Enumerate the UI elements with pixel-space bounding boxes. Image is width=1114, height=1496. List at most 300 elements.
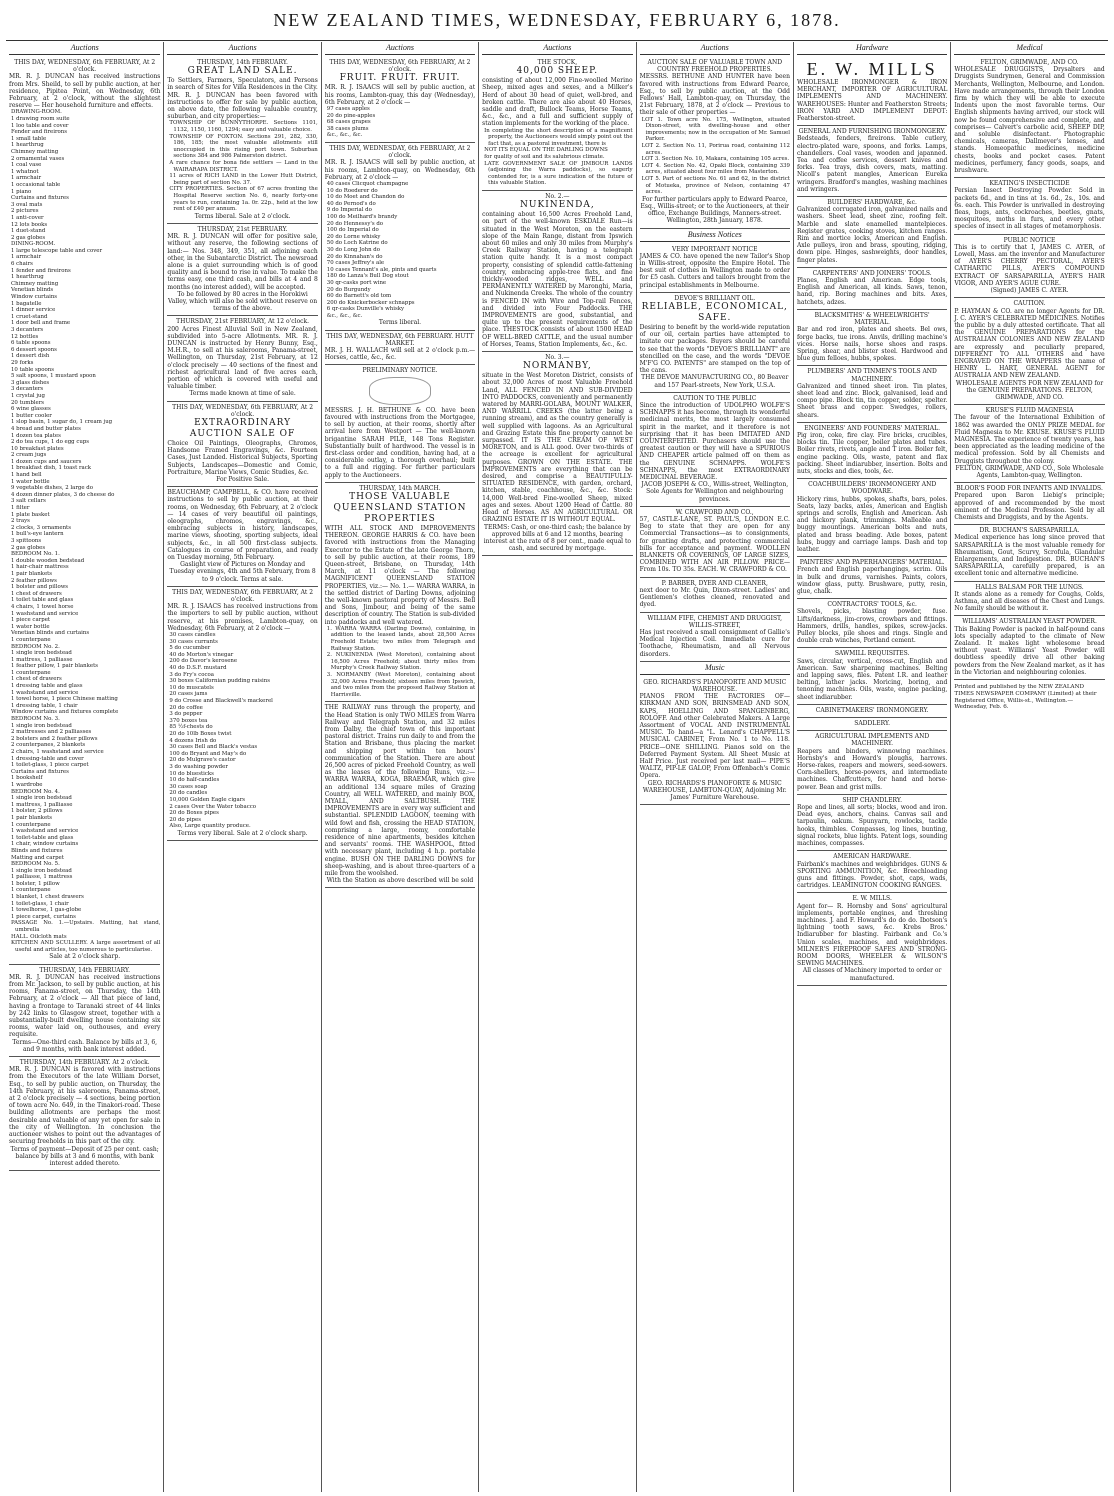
ad-list-item: 6 dessert spoons <box>11 346 57 353</box>
advertisement <box>954 57 1104 178</box>
ad-list-item: 1 double wooden bedstead <box>11 557 85 564</box>
ad-body: MR. R. J. DUNCAN is favored with instructions from the Executors of the late William Dorset, Esq., to sell by public auction, on Thursday, the 14th February, at his salerooms, Panama-street, at 2 o'clock precisely — 4 sections, being portion of town acre No. 649, in the Tinakori-road. These building allotments are perhaps the most desirable and valuable of any yet open for sale in the city of Wellington. In conclusion the auctioneer wishes to point out the advantages of securing freeholds in this part of the city. <box>9 1066 161 1146</box>
ad-title: PAINTERS' AND PAPERHANGERS' MATERIAL. <box>799 559 945 567</box>
ad-body: Bedsteads, fenders, fireirons. Table cutlery, electro-plated ware, spoons, and forks. Lamps, chandeliers. Coal vases, wooden and japanned. Tea and coffee services, dessert knives and forks. Tea trays, dish covers, mats, matting. Nicoll's patent mangles, American Eureka wringers. Bradford's mangles, washing machines and wringers. <box>796 135 948 193</box>
ad-list-item: 1 hand bell <box>11 472 42 479</box>
ad-list-item: 3 do pepper <box>169 711 203 718</box>
ad-list-item: 12 bottles <box>11 333 39 340</box>
ad-list-item: BEDROOM No. 4. <box>11 788 60 795</box>
ad-list-item: 200 do Davor's kerosene <box>169 658 238 665</box>
advertisement <box>954 483 1104 525</box>
ad-list-item: 20 do Burgundy <box>326 286 371 293</box>
ad-list-item: 3 glass dishes <box>11 379 50 386</box>
advertisement <box>9 57 160 965</box>
ad-title: THURSDAY, 14th FEBRUARY. <box>197 59 288 66</box>
ad-list-item: 40 do Morton's vinegar <box>169 651 234 658</box>
ad-list-item: 1 toilet table and glass <box>11 597 74 604</box>
ad-list-item: LOT 4. Section No. 42, Opaki Block, containing 339 acres, situated about four miles from Masterton. <box>641 162 790 176</box>
page-column <box>321 42 478 1492</box>
advertisement <box>167 57 317 224</box>
ad-list-item: 20 do pipes <box>169 816 201 823</box>
ad-body: Galvanized corrugated iron, galvanized nails and washers. Sheet lead, sheet zinc, roofing felt. Marble and slate enamelled mantelpieces. Register grates, cooking stoves, kitchen ranges. Rim and mortice locks, American and English. Axle pulleys, iron and brass, spouting, ridging, down pipe. Hinges, sashweights, door handles, finger plates. <box>796 206 948 264</box>
masthead-title: NEW ZEALAND TIMES, WEDNESDAY, FEBRUARY 6, 1878. <box>273 10 841 30</box>
ad-body: Choice Oil Paintings, Oleographs, Chromos, Handsome Framed Engravings, &c. Fourteen Cases, Just Landed. Historical Subjects, Sporting Subjects, Landscapes—Domestic and Comic, Portraiture, Marine Views, Comic Studies, &c. <box>167 440 318 476</box>
ad-list-item: 1 crystal jug <box>11 392 45 399</box>
ad-title: KRUSE'S FLUID MAGNESIA <box>985 407 1074 415</box>
ship-illustration <box>369 377 431 405</box>
ad-body: THE RAILWAY runs through the property, and the Head Station is only TWO MILES from Warra Railway and Telegraph Station, and 32 miles from Dalby, the chief town of this important pastoral district. Trains run daily to and from the Station and Brisbane, thus placing the market and shipping port within ten hours' communication of the Station. There are about 26,500 acres of picked Freehold Country, as well as the leases of the following Runs, viz.:— WARRA WARRA, KOGA, BRAEMAR, which give an additional 134 square miles of Grazing Country, all WELL WATERED, and mainly BOX, MYALL, AND SALTBUSH. THE IMPROVEMENTS are in every way sufficient and substantial. SPLENDID LAGOON, teeming with wild fowl and fish, crossing the HEAD STATION, comprising a large, roomy, comfortable residence of nine apartments, besides kitchen and servants' rooms. THE WASHPOOL, fitted with necessary plant, including 4 h.p. portable engine. BUSH ON THE DARLING DOWNS for sheep-washing, and is about three-quarters of a mile from the woolshed. <box>324 704 476 877</box>
ad-list-item: 3 decanters <box>11 386 44 393</box>
ad-list-item: 9 do Imperial do <box>326 207 372 214</box>
ad-list-item: 180 do Lanza's Bull Dog stout <box>326 273 409 280</box>
ad-list-item: 1 piano <box>11 188 32 195</box>
ad-title: THURSDAY, 14th MARCH. <box>359 484 441 492</box>
ad-title: THIS DAY, WEDNESDAY, 6th FEBRUARY, At 2 o'clock. <box>172 588 314 604</box>
ad-list-item: 1 counterpane <box>11 887 51 894</box>
advertisement <box>640 507 790 578</box>
ad-title: THIS DAY, WEDNESDAY, 6th FEBRUARY. HUTT MARKET. <box>326 332 474 347</box>
ad-list-item: Fender and fireirons <box>11 129 68 136</box>
ad-list-item: Venetian blinds and curtains <box>11 630 90 637</box>
ad-title: HALLS BALSAM FOR THE LUNGS. <box>975 583 1084 591</box>
printer-imprint: Printed and published by the NEW ZEALAND TIMES NEWSPAPER COMPANY (Limited) at their Registered Office, Willis-st., Wellington.—Wednesday, Feb. 6. <box>954 684 1097 711</box>
ad-list-item: Chimney matting <box>11 280 59 287</box>
masthead-rule <box>6 40 1108 41</box>
ad-list-item: 2 counterpanes, 2 blankets <box>11 742 86 749</box>
ad-list-item: 20 do Mulgrave's castor <box>169 757 236 764</box>
ad-title: PUBLIC NOTICE <box>1003 236 1056 244</box>
ad-list-item: Venetian blinds <box>11 287 54 294</box>
ad-list-item: 2 mattresses and 2 palliasses <box>11 729 92 736</box>
ad-list-item: DRAWING-ROOM. <box>11 109 62 116</box>
advertisement <box>325 57 475 143</box>
advertisement <box>167 402 317 488</box>
ad-title: THURSDAY, 14th FEBRUARY. <box>39 966 131 974</box>
ad-list-item: &c., &c., &c. <box>326 132 363 139</box>
ad-list-item: 85 ½f-chests do <box>169 724 213 731</box>
ad-body: The favour of the International Exhibition of 1862 was awarded the ONLY PRIZE MEDAL for Fluid Magnesia to Mr. KRUSE. KRUSE'S FLUID MAGNESIA. The experience of twenty years, has been appreciated as the leading medicine of the medical profession. Sold by all Chemists and Druggists throughout the colony. <box>954 414 1105 465</box>
columns-container <box>6 42 1108 1492</box>
advertisement <box>797 310 947 366</box>
ad-body: MR. R. J. ISAACS will sell by public auction, at his rooms, Lambton-quay, on Wednesday, 6th February, at 2 o'clock — <box>324 159 476 181</box>
ad-list-item: 6 qr-casks Dunville's whisky <box>326 306 405 313</box>
ad-body: Shovels, picks, blasting powder, fuse. Lifts/darkness, jim-crows, crowbars and fittings. Hammers, drills, handles, spikes, screw-jacks. Pulley blocks, pile shoes and rings. Single and double crab winches, Portland cement. <box>796 608 948 645</box>
ad-list-item: 1 water bottle <box>11 623 50 630</box>
ad-list-item: 1. WARRA WARRA (Darling Downs), containing, in addition to the leased lands, about 28,500 Acres Freehold Estate; two miles from Telegraph and Railway Station. <box>326 625 476 652</box>
ad-body: JAMES & CO. have opened the new Tailor's Shop in Willis-street, opposite the Empire Hotel. The best suit of clothes in Wellington made to order for £5 cash. Cutters and tailors brought from the principal establishments in Melbourne. <box>639 252 790 289</box>
ad-list-item: 100 do Imperial do <box>326 227 379 234</box>
ad-list-item: BEDROOM No. 2. <box>11 643 60 650</box>
ad-list-item: 1 palliasse, 1 mattress <box>11 874 73 881</box>
ad-title: BLOOR'S FOOD FOR INFANTS AND INVALIDS. <box>956 485 1103 493</box>
ad-list-item: 1 chair, window curtains <box>11 841 79 848</box>
ad-list-item: 1 pair blankets <box>11 570 53 577</box>
ad-title: FELTON, GRIMWADE, AND CO. <box>980 59 1079 66</box>
ad-list-item: 1 occasional table <box>11 181 61 188</box>
ad-body: WITH ALL STOCK AND IMPROVEMENTS THEREON. GEORGE HARRIS & CO. have been favored with instructions from the Managing Executor to the Estate of the late George Thorn, to sell by public auction, at their rooms, 189 Queen-street, Brisbane, on Thursday, 14th March, at 11 o'clock — The following MAGNIFICENT QUEENSLAND STATION PROPERTIES, viz.:— No. 1.— WARRA WARRA, in the settled district of Darling Downs, adjoining the well-known pastoral property of Messrs. Bell and Sons, Jimbour, and being of the same description of country. The Station is sub-divided into paddocks and well watered. <box>324 524 476 626</box>
ad-title: E. W. MILLS. <box>852 895 892 903</box>
ad-title: BLACKSMITHS' & WHEELWRIGHTS' MATERIAL. <box>814 311 930 327</box>
ad-list-item: Matting and carpet <box>11 854 64 861</box>
ad-footer: With the Station as above described will be sold <box>326 877 474 885</box>
advertisement <box>640 244 790 293</box>
advertisement <box>482 191 632 352</box>
advertisement <box>325 143 475 331</box>
ad-list-item: 6 chairs <box>11 261 33 268</box>
ad-list-item: 38 cases plums <box>326 125 369 132</box>
ad-title: AUCTION SALE OF VALUABLE TOWN AND COUNTRY FREEHOLD PROPERTIES. <box>647 59 783 74</box>
ad-list-item: 1 fender and fireirons <box>11 267 71 274</box>
ad-title: No. 3.— <box>545 354 570 362</box>
ad-list-item: BEDROOM No. 3. <box>11 716 60 723</box>
advertisement <box>954 298 1104 405</box>
ad-list-item: 10 table spoons <box>11 366 54 373</box>
ad-list-item: 1 bull's-eye lantern <box>11 531 64 538</box>
ad-list-item: 2 do tea cups, 1 do egg cups <box>11 439 90 446</box>
ad-list-item: In completing the short description of a magnificent property, the Auctioneers would simply point out the fact that, as a pastoral investment, there is <box>484 127 633 147</box>
ad-list-item: 1 piece carpet <box>11 617 51 624</box>
ad-list-item: 1 dozen cups and saucers <box>11 458 82 465</box>
ad-title: CAUTION. <box>1013 300 1046 308</box>
ad-list-item: 2 cream jugs <box>11 452 47 459</box>
ad-list-item: 1 counterpane <box>11 821 51 828</box>
ad-title: COACHBUILDERS' IRONMONGERY AND WOODWARE. <box>808 481 937 496</box>
column-heading: Auctions <box>9 42 160 55</box>
ad-body: French and English paperhangings, scrim. Oils in bulk and drums, varnishes. Paints, colors, window glass, putty. Brushware, putty, resin, glue, chalk. <box>796 566 948 595</box>
ad-title: DR. BUCHAN'S SARSAPARILLA. <box>979 527 1080 535</box>
ad-list-item: 1 breakfast dish, 1 toast rack <box>11 465 92 472</box>
advertisement <box>482 57 632 191</box>
ad-list-item: 1 cruet-stand <box>11 313 48 320</box>
ad-list-item: 1 feather pillow, 1 pair blankets <box>11 663 99 670</box>
ad-headline: 40,000 SHEEP. <box>516 66 599 77</box>
ad-list-item: 1 hearthrug <box>11 274 44 281</box>
ad-body: MR. R. J. DUNCAN will offer for positive sale, without any reserve, the following sections of land:— Nos. 348, 349, 351, all adjoining each other, in the Subantarctic District. The newsroad alone is a quiet surrounding which is of good quality and is bound to rise in value. To make the terms easy, one third cash, and bills at 4 and 8 months (no interest added), will be accepted. <box>167 233 318 291</box>
ad-title: CARPENTERS' AND JOINERS' TOOLS. <box>812 269 932 277</box>
ad-body: consisting of about 12,000 Fine-woolled Merino Sheep, mixed ages and sexes, and a Milker's Herd of about 30 head of quiet, well-bred, and broken cattle. There are also about 40 Horses, saddle and draft, Bullock Teams, Horse Teams, &c., &c., and a full and sufficient supply of station implements for the working of the place. <box>482 77 633 128</box>
ad-list-item: 2 trays <box>11 518 30 525</box>
ad-list-item: 1 chest of drawers <box>11 590 62 597</box>
ad-list-item: 1 large telescope table and cover <box>11 247 103 254</box>
ad-list-item: TOWNSHIP OF FOXTON. Sections 291, 282, 330, 186, 185; the most valuable allotments still unoccupied in this rising port town. Suburban sections 384 and 986 Palmerston district. <box>169 133 318 160</box>
ad-list-item: 30 cases currants <box>169 638 218 645</box>
advertisement <box>954 235 1104 299</box>
ad-list-item: TOWNSHIP OF BUNNYTHORPE. Sections 1101, 1132, 1150, 1160, 1294; easy and valuable choice. <box>169 120 318 134</box>
ad-footer: FELTON, GRIMWADE, AND CO., Sole Wholesale Agents, Lambton-quay, Wellington. <box>955 464 1104 479</box>
ad-list-item: 2 ornamental vases <box>11 155 65 162</box>
ad-title: WILLIAM FIFE, CHEMIST AND DRUGGIST, WILLIS-STREET, <box>647 614 783 629</box>
ad-body: Prepared upon Baron Liebig's principle; approved of and recommended by the most eminent of the Medical Profession. Sold by all Chemists and Druggists, and by the Agents. <box>954 492 1105 521</box>
ad-list-item: 20 do pine-apples <box>326 112 376 119</box>
ad-list-item: 1 drawing room suite <box>11 116 70 123</box>
ad-list-item: Window curtains <box>11 294 58 301</box>
ad-list-item: 1 toilet-table and glass <box>11 834 74 841</box>
ad-list-item: 1 anti-cover <box>11 214 44 221</box>
ad-title: W. CRAWFORD AND CO., <box>675 508 754 516</box>
ad-list-item: 10 breakfast plates <box>11 445 64 452</box>
ad-list-item: 1 single iron bedstead <box>11 722 72 729</box>
ad-list-item: Chimney matting <box>11 148 59 155</box>
advertisement <box>954 525 1104 581</box>
ad-list-item: 1 blanket, 1 chest drawers <box>11 894 84 901</box>
ad-body: 57, CASTLE-LANE, ST. PAUL'S, LONDON E.C. Beg to state that they are open for any Commercial Transactions—as to consignments, for granting drafts, and protecting commercial bills for acceptance and payment. WOOLLEN BLANKETS OR COVERINGS, OF LARGE SIZES, COMBINED WITH AN AIR PILLOW. PRICE—From 10s. TO 35s. EACH. W. CRAWFORD & CO. <box>639 516 790 574</box>
page-column <box>163 42 320 1492</box>
ad-body: MR. R. J. DUNCAN has received instructions from Mrs. Sheild, to sell by public auction, at her residence, Pipitea Point, on Wednesday, 6th February, at 2 o'clock, without the slightest reserve — Her household furniture and effects. <box>9 73 161 110</box>
ad-list-item: 2 clocks, 3 ornaments <box>11 524 71 531</box>
ad-list-item: 1 water bottle <box>11 478 50 485</box>
ad-list-item: HALL. Oilcloth mats <box>11 933 67 940</box>
advertisement <box>797 126 947 197</box>
ad-footer: JACOB JOSEPH & CO., Willis-street, Wellington, Sole Agents for Wellington and neighbouring provinces. <box>641 481 789 503</box>
ad-headline: GREAT LAND SALE. <box>187 66 298 77</box>
advertisement <box>640 393 790 507</box>
ad-list-item: 97 cases apples <box>326 106 370 113</box>
ad-headline: THOSE VALUABLE QUEENSLAND STATION PROPERTIES <box>333 491 467 524</box>
ad-list-item: &c., &c., &c. <box>326 312 363 319</box>
advertisement <box>797 648 947 704</box>
ad-body: WHOLESALE DRUGGISTS, Drysalters and Druggists Sundrymen, General and Commission Merchants, Wellington, Melbourne, and London. Have made arrangements, through their London firm by which they will be able to execute Indents upon the most favorable terms. Our English shipments having arrived, our stock will now be found comprehensive and complete, and comprises— Calvert's carbolic acid, SHEEP DIP, and soluble disinfectant. Photographic chemicals, cameras, Dallmeyer's lenses, and stands. Homeopathic medicines, medicine chests, books and pocket cases. Patent medicines, perfumery, fancy goods, soaps, and brushware. <box>954 66 1105 175</box>
advertisement <box>797 731 947 795</box>
ad-body: MESSRS. BETHUNE AND HUNTER have been favored with instructions from Edward Pearce, Esq., to sell by public auction, at the Odd Fellows' Hall, Lambton-quay, on Thursday, the 21st February, 1878, at 2 o'clock — Previous to their sale of other properties — <box>639 73 790 117</box>
ad-list-item: 20 do candles <box>169 790 208 797</box>
ad-list-item: 1 armchair <box>11 175 42 182</box>
ad-list-item: 1 bagatelle <box>11 300 42 307</box>
ad-footer: WHOLESALE AGENTS FOR NEW ZEALAND for the GENUINE PREPARATIONS. FELTON, GRIMWADE, AND CO. <box>955 379 1104 401</box>
ad-list-item: 6 table spoons <box>11 340 51 347</box>
ad-headline: EXTRAORDINARY AUCTION SALE OF <box>189 418 296 440</box>
ad-body: Hickory rims, hubbs, spokes, shafts, bars, poles. Seats, lazy backs, axles, American and English springs and scrolls, English and American. Ash and hickory plank, trimmings. Malleable and buggy mountings. American bolts and nuts, plated and brass beading. Axle boxes, patent hubs, buggy and carriage lamps. Dash and top leather. <box>796 495 948 553</box>
column-heading: Medical <box>954 42 1104 55</box>
ad-title: SAWMILL REQUISITES. <box>834 650 910 658</box>
ad-list-item: LOT 1. Town acre No. 175, Wellington, situated Dixon-street, with dwelling-house and other improvements; now in the occupation of Mr. Samuel Parker. <box>641 116 790 143</box>
ad-list-item: 1 bookshelf <box>11 775 43 782</box>
ad-list-item: 20 do Hennessy's do <box>326 220 384 227</box>
ad-list-item: 1 towel horse, 1 piece Chinese matting <box>11 696 118 703</box>
ad-list-item: 30 boxes Californian pudding raisins <box>169 678 270 685</box>
ad-list-item: 1 butter cooler <box>11 412 52 419</box>
ad-list-item: PASSAGE No. 1.—Upstairs. Matting, hat stand, umbrella <box>11 920 161 934</box>
ad-list-item: 10,000 Golden Eagle cigars <box>169 796 246 803</box>
ad-list-item: 20 do Lorne whisky <box>326 233 381 240</box>
ad-title: GENERAL AND FURNISHING IRONMONGERY. <box>798 128 946 136</box>
column-heading: Auctions <box>640 42 790 55</box>
ad-list-item: 4 dozens Irish do <box>169 737 217 744</box>
ad-list-item: Curtains and fixtures <box>11 195 69 202</box>
ad-list-item: KITCHEN AND SCULLERY. A large assortment of all useful and articles, too numerous to particularise. <box>11 940 161 953</box>
advertisement <box>797 557 947 599</box>
ad-list-item: 4 chairs, 1 towel horse <box>11 603 74 610</box>
ad-title: No. 2.— <box>545 192 570 200</box>
ad-title: AGRICULTURAL IMPLEMENTS AND MACHINERY. <box>815 733 930 748</box>
ad-body: Bar and rod iron, plates and sheets. Bel ows, forge backs, tue irons. Anvils, drilling machine's vices. Horse nails, horse shoes and rasps. Spring, shear, and blister steel. Hardwood and blue gum felloes, hubbs, spokes. <box>796 326 948 363</box>
advertisement <box>797 795 947 851</box>
ad-list-item: 1 pair blankets <box>11 814 53 821</box>
advertisement <box>797 599 947 648</box>
ad-list-item: 20 cases jams <box>169 691 208 698</box>
ad-list-item: Blinds and fixtures <box>11 847 63 854</box>
ad-list-item: LATE GOVERNMENT SALE OF JIMBOUR LANDS (adjoining the Warra paddocks), so eagerly contended for, is a sure indication of the future of this valuable Station. <box>484 160 633 187</box>
ad-list-item: 1 bolster, 2 pillows <box>11 808 63 815</box>
ad-body: P. HAYMAN & CO. are no longer Agents for DR. J. C. AYER'S CELEBRATED MEDICINES. Notifies the public by a duly attested certificate. That all the GENUINE PREPARATIONS for the AUSTRALIAN COLONIES AND NEW ZEALAND are expressly and peculiarly prepared, DIFFERENT TO ALL OTHERS and have ENGRAVED ON THE WRAPPERS the name of HENRY L. HART, GENERAL AGENT for AUSTRALIA AND NEW ZEALAND. <box>954 307 1105 380</box>
ad-list-item: 1 dessert dish <box>11 353 50 360</box>
ad-title: ENGINEERS' AND FOUNDERS' MATERIAL. <box>804 424 940 432</box>
advertisement <box>167 224 317 316</box>
advertisement <box>797 57 947 126</box>
ad-list-item: 10 do Moet and Chandon do <box>326 194 405 201</box>
ad-list-item: 3 salt cellars <box>11 498 46 505</box>
ad-list-item: Window curtains and fixtures complete <box>11 709 119 716</box>
ad-footer: Terms—One-third cash. Balance by bills at 3, 6, and 9 months, with bank interest added. <box>12 1038 158 1053</box>
ad-list-item: 100 do Bryant and May's do <box>169 750 247 757</box>
ad-body: MR. R. J. ISAACS has received instructions from the importers to sell by public auction, without reserve, at his premises, Lambton-quay, on Wednesday, 6th February, at 2 o'clock — <box>167 603 318 632</box>
ad-list-item: 50 do Loch Katrine do <box>326 240 388 247</box>
ad-list-item: DINING-ROOM. <box>11 241 56 248</box>
ad-list-item: 30 cases Bell and Black's vestas <box>169 744 258 751</box>
ad-footer: Terms very liberal. Sale at 2 o'clock sharp. <box>177 829 308 837</box>
ad-list-item: 2 gas globes <box>11 234 46 241</box>
ad-footer: For further particulars apply to Edward Pearce, Esq., Willis-street; or to the Auctioneers, at their office, Exchange Buildings, Manners-street. Wellington, 28th January, 1878. <box>640 195 789 225</box>
ad-title: THURSDAY, 21st FEBRUARY. <box>197 225 288 233</box>
ad-list-item: 10 cases Tennant's ale, pints and quarts <box>326 266 437 273</box>
ad-list-item: 40 do Pernod's do <box>326 200 376 207</box>
ad-list-item: 60 do Barnett's old tom <box>326 293 392 300</box>
ad-body: To Settlers, Farmers, Speculators, and Persons in search of Sites for Villa Residences in the City. MR. R. J. DUNCAN has been favored with instructions to offer for sale by public auction, on above date, the following valuable country, suburban, and city properties:— <box>167 77 318 121</box>
section-heading: Music <box>640 662 790 675</box>
ad-footer: For Positive Sale. <box>216 476 270 484</box>
ad-list-item: 2 chairs, 1 washstand and service <box>11 749 104 756</box>
page-column <box>478 42 635 1492</box>
column-heading: Hardware <box>797 42 947 55</box>
ad-headline: RELIABLE, ECONOMICAL, SAFE. <box>641 301 788 323</box>
advertisement <box>954 405 1104 483</box>
ad-headline: NUKINENDA, <box>520 200 595 211</box>
ad-list-item: 11 acres of RICH LAND in the Lower Hutt District, being part of section No. 37. <box>169 173 318 186</box>
section-heading: Business Notices <box>640 229 790 242</box>
ad-list-item: A rare chance for bona fide settlers — Land in the WAIRARAPA DISTRICT. <box>169 159 318 173</box>
ad-list-item: 4 bread and butter plates <box>11 425 81 432</box>
advertisement <box>797 893 947 985</box>
ad-title: THE STOCK, <box>537 59 578 66</box>
ad-body: Desiring to benefit by the world-wide reputation of our oil, certain parties have attempted to imitate our packages. Buyers should be careful to see that the words "DEVOE'S BRILLIANT" are stencilled on the case, and the words "DEVOE M'F'G CO. PATENTS" are stamped on the top of the cans. <box>639 323 790 375</box>
ad-list-item: 2 feather pillows <box>11 577 57 584</box>
ad-body: MR. R. J. ISAACS will sell by public auction, at his rooms, Lambton-quay, this day (Wednesday), 6th February, at 2 o'clock — <box>324 84 476 106</box>
ad-list-item: NOT ITS EQUAL ON THE DARLING DOWNS <box>484 147 608 154</box>
ad-body: Pig iron, coke, fire clay. Fire bricks, crucibles, blocks tin. Tile copper, boiler plates and tubes. Boiler rivets, rivets, angle and T iron. Boiler felt, engine packing. Oils, waste, patent and flax packing. Sheet indiarubber, insertion. Bolts and nuts, stocks and dies, tools, &c. <box>796 431 948 475</box>
ad-list-item: 4 dozen dinner plates, 3 do cheese do <box>11 491 115 498</box>
ad-body: PIANOS FROM THE FACTORIES OF— KIRKMAN AND SON, BRINSMEAD AND SON, KAPS, HOELLING AND SPANGENBERG, ROLOFF. And other Celebrated Makers. A Large Assortment of VOCAL AND INSTRUMENTAL MUSIC. To hand—a "L. Lenard's CHAPPELL'S MUSICAL CABINET, From No. 1 to No. 118. PRICE—ONE SHILLING. Pianos sold on the Deferred Payment System. All Sheet Music at Half Price. Just received per last mail— PIPE'S WALTZ, PIP-LE GALOP, From Offenbach's Comic Opera. <box>639 693 790 780</box>
advertisement <box>797 423 947 479</box>
advertisement <box>797 366 947 422</box>
ad-list-item: Also, Large quantity produce. <box>169 823 251 830</box>
ad-list-item: 30 cases candles <box>169 632 216 639</box>
advertisement <box>640 677 790 805</box>
ad-title: SHIP CHANDLERY. <box>842 796 902 804</box>
ad-footer: Gaslight view of Pictures on Monday and Tuesday evenings, 4th and 5th February, from 8 to 9 o'clock. Terms at sale. <box>169 561 316 583</box>
ad-list-item: 9 vegetable dishes, 2 large do <box>11 485 93 492</box>
ad-list-item: 2 cases Over the Water tobacco <box>169 803 256 810</box>
ad-list-item: 370 boxes tea <box>169 717 208 724</box>
ad-list-item: 1 dressing table and glass <box>11 683 83 690</box>
advertisement <box>954 582 1104 617</box>
ad-list-item: 1 hearthrug <box>11 142 44 149</box>
ad-body: It stands alone as a remedy for Coughs, Colds, Asthma, and all diseases of the Chest and Lungs. No family should be without it. <box>954 590 1105 613</box>
ad-list-item: 1 wardrobe <box>11 781 43 788</box>
advertisement <box>325 702 475 888</box>
ad-list-item: 1 dressing-table and cover <box>11 755 84 762</box>
ad-title: THURSDAY, 21st FEBRUARY, At 12 o'clock. <box>176 318 310 326</box>
ad-list-item: 1 counterpane <box>11 636 51 643</box>
ad-body: Persian Insect Destroying Powder. Sold in packets 6d., and in tins at 1s. 6d., 2s., 10s. and 6s. each. This Powder is unrivalled in destroying fleas, bugs, ants, cockroaches, beetles, gnats, mosquitoes, moths in furs, and every other species of insect in all stages of metamorphosis. <box>954 187 1105 231</box>
ad-title: WILLIAMS' AUSTRALIAN YEAST POWDER. <box>962 618 1097 626</box>
ad-body: BEAUCHAMP, CAMPBELL, & CO. have received instructions to sell by public auction, at their rooms, on Wednesday, 6th February, at 2 o'clock — 14 cases of very beautiful oil paintings, oleographs, chromos, engravings, &c., embracing subjects in history, landscapes, marine views, shooting, sporting subjects, ideal subjects, &c., in all 500 first-class subjects. Catalogues in course of preparation, and ready on Tuesday morning, 5th February. <box>167 489 318 562</box>
ad-list-item: 1 dozen tea plates <box>11 432 61 439</box>
page-column <box>793 42 950 1492</box>
ad-body: Saws, circular, vertical, cross-cut, English and American. Saw sharpening machines. Belting and lapping saws, files. Patent I.R. and leather belting, lather jacks. Moricing, boring, and tenoning machines. Oils, waste, engine packing, sheet indiarubber. <box>796 657 948 701</box>
ad-title: THURSDAY, 14th FEBRUARY. At 2 o'clock. <box>19 1059 150 1067</box>
ad-list-item: 3 do Fry's cocoa <box>169 671 215 678</box>
ad-list-item: 1 washstand and service <box>11 828 79 835</box>
ad-list-item: 9 do Crosse and Blackwell's mackerel <box>169 698 273 705</box>
ad-title: PRELIMINARY NOTICE. <box>362 367 438 375</box>
advertisement <box>797 851 947 893</box>
ad-list-item: 3 spittoons <box>11 538 42 545</box>
ad-body: Has just received a small consignment of Gallie's Medical Injection Coil. Immediate cure for Toothache, Rheumatism, and all Nervous disorders. <box>639 628 790 658</box>
ad-title: GEO. RICHARDS'S PIANOFORTE AND MUSIC WAREHOUSE. <box>643 678 787 693</box>
ad-title: THIS DAY, WEDNESDAY, 6th FEBRUARY, At 2 o'clock. <box>172 403 314 418</box>
ad-list-item: 1 towelhorse, 1 gas-globe <box>11 907 82 914</box>
ad-list-item: 12 lots books <box>11 221 48 228</box>
ad-body: Galvanized and tinned sheet iron. Tin plates, sheet lead and zinc. Block, galvanised, lead and compo pipe. Block tin, tin copper, solder, spelter. Sheet brass and copper. Swedges, rollers, shears. <box>796 382 948 419</box>
advertisement <box>9 1057 160 1171</box>
ad-list-item: 1 toilet-glass, 1 chair <box>11 900 69 907</box>
ad-list-item: 1 plate basket <box>11 511 50 518</box>
ad-list-item: 1 small table <box>11 135 47 142</box>
ad-list-item: 1 washstand and service <box>11 689 79 696</box>
ad-headline: FRUIT. FRUIT. FRUIT. <box>339 73 461 84</box>
ad-list-item: LOT 2. Section No. 11, Porirua road, containing 112 acres. <box>641 143 790 156</box>
ad-list-item: 10 do Roederer do <box>326 187 378 194</box>
advertisement <box>954 616 1104 680</box>
ad-footer: Terms made known at time of sale. <box>189 390 296 398</box>
ad-list-item: 6 wine glasses <box>11 406 51 413</box>
ad-list-item: 1 single iron bedstead <box>11 867 72 874</box>
ad-list-item: 5 do cucumber <box>169 645 211 652</box>
ad-footer: To be followed by 80 acres in the Horokiwi Valley, which will also be sold without reserve on terms of the above. <box>168 290 318 313</box>
ad-list-item: 1 hair-chair mattress <box>11 564 69 571</box>
column-heading: Auctions <box>167 42 317 55</box>
ad-list-item: 2 bolsters and 2 feather pillows <box>11 735 98 742</box>
ad-list-item: 1 armchair <box>11 254 42 261</box>
ad-body: MR. R. J. DUNCAN has received instructions from Mr. Jackson, to sell by public auction, at his rooms, Panama-street, on Thursday, the 14th February, at 2 o'clock — All that piece of land, having a frontage to Taranaki street of 44 links by 242 links to Glasgow street, together with a substantially-built dwelling house containing six rooms, water laid on, outhouses, and every requisite. <box>9 973 161 1039</box>
ad-list-item: 1 chest of drawers <box>11 676 62 683</box>
ad-title: THIS DAY, WEDNESDAY, 6th FEBRUARY, At 2 o'clock. <box>329 59 471 74</box>
ad-footer: THE DEVOE MANUFACTURING CO., 80 Beaver and 157 Pearl-streets, New York, U.S.A. <box>641 374 789 389</box>
ad-body: Fairbank's machines and weighbridges. GUNS & SPORTING AMMUNITION, &c. Breechloading guns and fittings. Powder, shot, caps, wads, cartridges. LEAMINGTON COOKING RANGES. <box>796 860 948 890</box>
ad-list-item: 29 forks <box>11 359 34 366</box>
ad-title: THIS DAY, WEDNESDAY, 6th FEBRUARY, At 2 o'clock. <box>14 59 156 74</box>
ad-title: BUILDERS' HARDWARE, &c. <box>827 199 917 207</box>
ad-title: P. BARBER, DYER AND CLEANER, <box>661 579 768 587</box>
ad-list-item: 20 do Kinnahan's do <box>326 253 383 260</box>
ad-title: VERY IMPORTANT NOTICE <box>672 245 758 253</box>
ad-list-item: 1 counterpane <box>11 669 51 676</box>
ad-list-item: 1 piece carpet, curtains <box>11 913 76 920</box>
ad-list-item: LOT 5. Part of sections No. 61 and 62, in the district of Motueka, province of Nelson, containing 47 acres. <box>641 175 790 196</box>
ad-list-item: 1 dressing table, 1 chair <box>11 702 78 709</box>
column-heading: Auctions <box>325 42 475 55</box>
ad-list-item: 5 salt spoons, 1 mustard spoon <box>11 373 96 380</box>
ad-footer: Terms of payment—Deposit of 25 per cent. cash; balance by bills at 3 and 6 months, with bank interest added thereto. <box>10 1145 159 1167</box>
